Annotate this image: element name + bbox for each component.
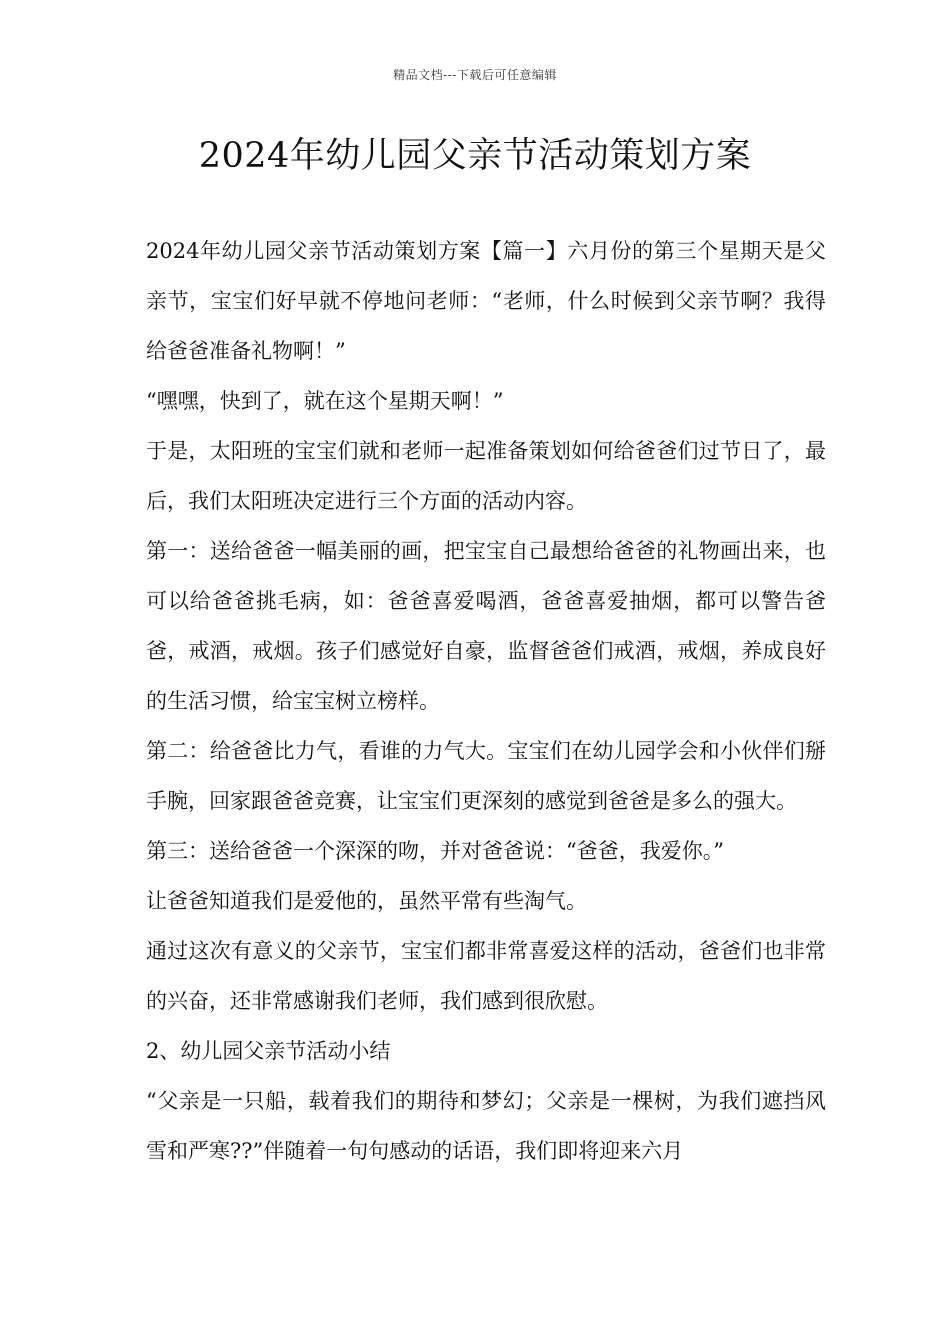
paragraph: 让爸爸知道我们是爱他的，虽然平常有些淘气。 (146, 889, 587, 913)
paragraph: 于是，太阳班的宝宝们就和老师一起准备策划如何给爸爸们过节日了，最后，我们太阳班决定进行三个方面的活动内容。 (146, 439, 826, 513)
paragraph: “父亲是一只船，载着我们的期待和梦幻；父亲是一棵树，为我们遮挡风雪和严寒??”伴随着一句句感动的话语，我们即将迎来六月 (146, 1089, 826, 1163)
page-title: 2024年幼儿园父亲节活动策划方案 (198, 136, 752, 176)
header-note: 精品文档---下载后可任意编辑 (393, 68, 557, 82)
paragraph: 第二：给爸爸比力气，看谁的力气大。宝宝们在幼儿园学会和小伙伴们掰手腕，回家跟爸爸竞赛，让宝宝们更深刻的感觉到爸爸是多么的强大。 (146, 739, 826, 813)
paragraph: 第三：送给爸爸一个深深的吻，并对爸爸说：“爸爸，我爱你。” (146, 839, 724, 863)
paragraph: 通过这次有意义的父亲节，宝宝们都非常喜爱这样的活动，爸爸们也非常的兴奋，还非常感谢我们老师，我们感到很欣慰。 (146, 939, 826, 1013)
section-heading: 2、幼儿园父亲节活动小结 (146, 1039, 391, 1063)
paragraph: 第一：送给爸爸一幅美丽的画，把宝宝自己最想给爸爸的礼物画出来，也可以给爸爸挑毛病，如：爸爸喜爱喝酒，爸爸喜爱抽烟，都可以警告爸爸，戒酒，戒烟。孩子们感觉好自豪，监督爸爸们戒酒，戒烟，养成良好的生活习惯，给宝宝树立榜样。 (146, 539, 826, 713)
paragraph: “嘿嘿，快到了，就在这个星期天啊！” (146, 389, 504, 413)
paragraph: 2024年幼儿园父亲节活动策划方案【篇一】六月份的第三个星期天是父亲节，宝宝们好早就不停地问老师：“老师，什么时候到父亲节啊？我得给爸爸准备礼物啊！” (146, 239, 826, 363)
document-body (146, 226, 826, 1176)
